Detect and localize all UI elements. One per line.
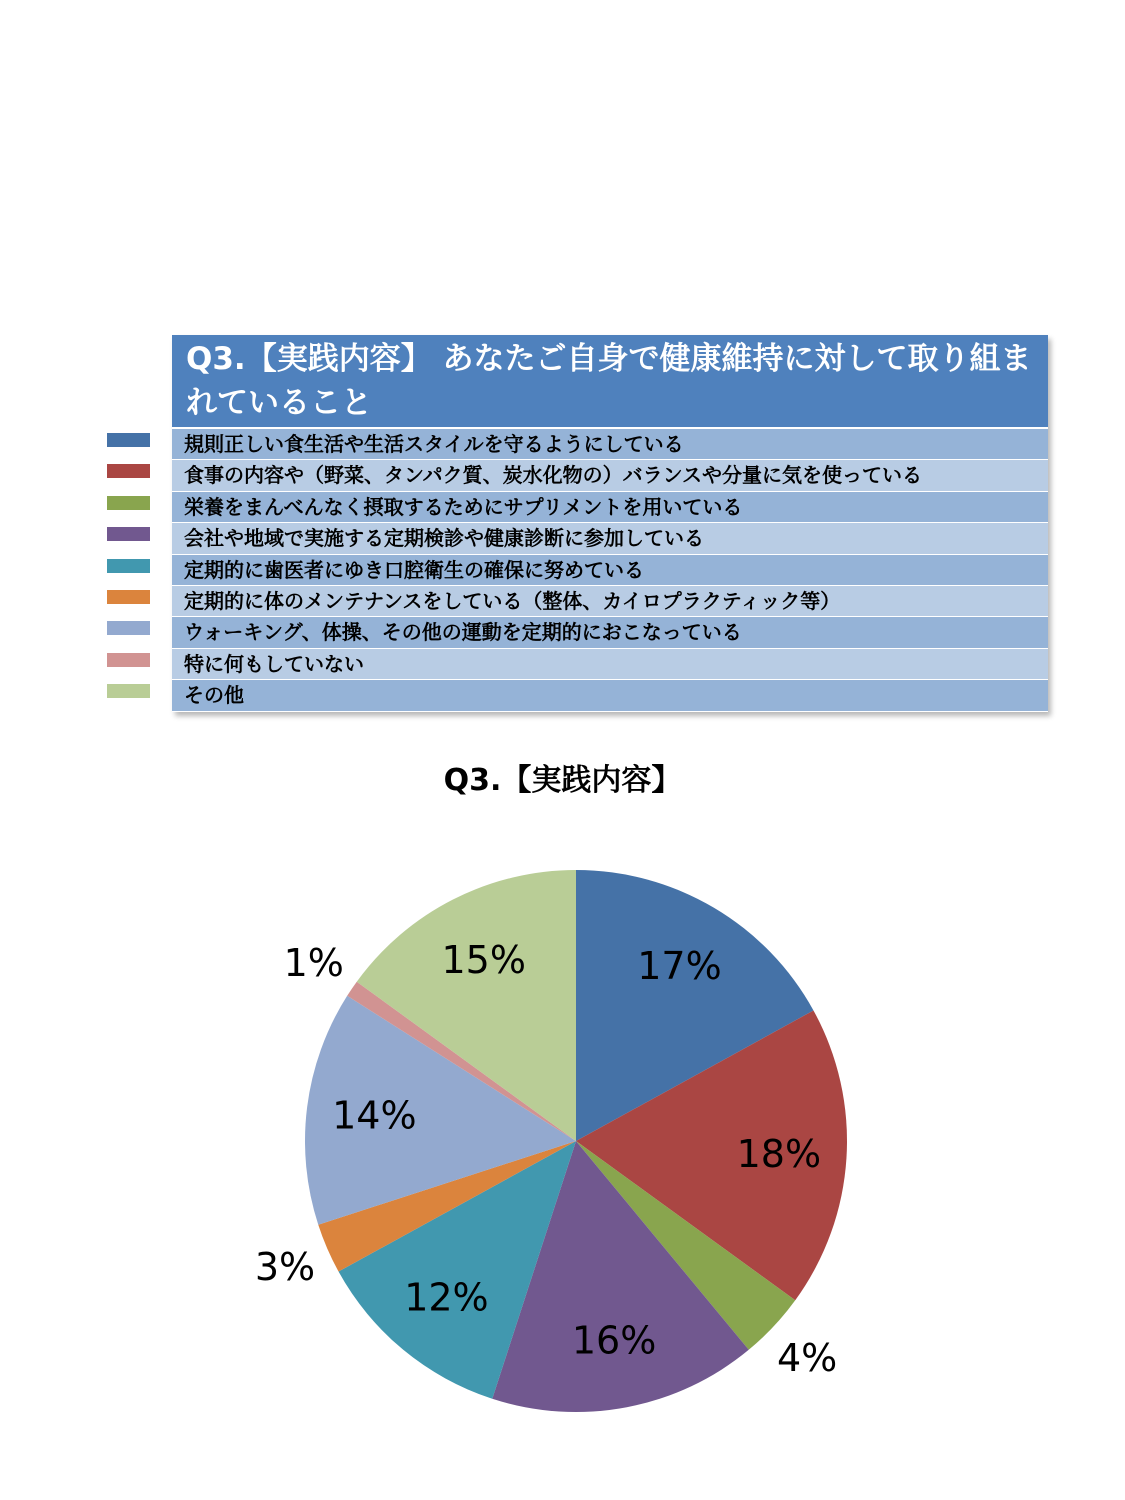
legend-item: 定期的に体のメンテナンスをしている（整体、カイロプラクティック等）: [172, 586, 1048, 617]
data-label: 12%: [404, 1275, 489, 1320]
legend-item: 食事の内容や（野菜、タンパク質、炭水化物の）バランスや分量に気を使っている: [172, 460, 1048, 491]
data-label: 16%: [571, 1318, 657, 1363]
legend-item: 会社や地域で実施する定期検診や健康診断に参加している: [172, 523, 1048, 554]
legend-item: ウォーキング、体操、その他の運動を定期的におこなっている: [172, 617, 1048, 648]
data-label: 15%: [441, 937, 526, 982]
data-label: 14%: [332, 1093, 417, 1138]
chart-title: Q3.【実践内容】: [443, 763, 682, 798]
data-label: 18%: [736, 1131, 822, 1176]
legend-item: 規則正しい食生活や生活スタイルを守るようにしている: [172, 429, 1048, 460]
legend-item: 栄養をまんべんなく摂取するためにサプリメントを用いている: [172, 492, 1048, 523]
data-label: 4%: [776, 1336, 838, 1381]
legend-title: Q3.【実践内容】 あなたご自身で健康維持に対して取り組まれていること: [172, 335, 1048, 429]
legend-item: 定期的に歯医者にゆき口腔衛生の確保に努めている: [172, 555, 1048, 586]
legend-item: その他: [172, 680, 1048, 711]
data-label: 1%: [283, 940, 344, 985]
data-label: 3%: [254, 1244, 316, 1289]
data-label: 17%: [637, 944, 722, 989]
legend-item: 特に何もしていない: [172, 649, 1048, 680]
